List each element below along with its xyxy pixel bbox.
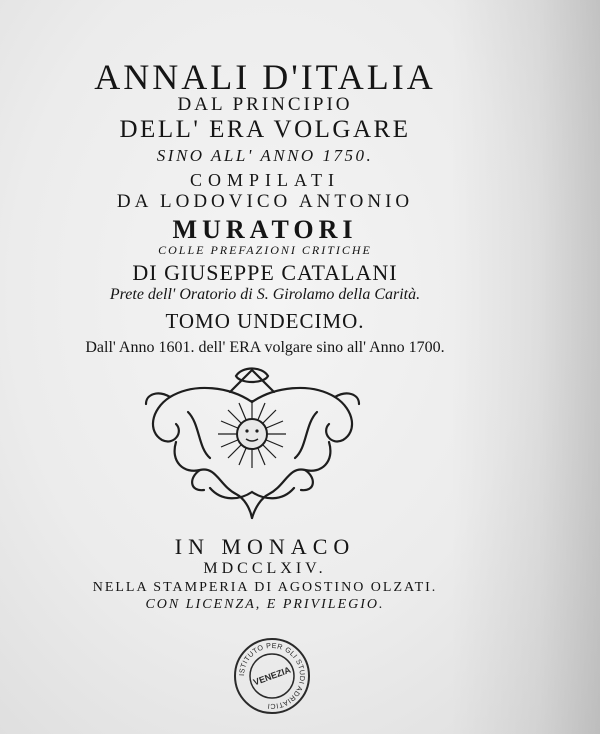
compiled-line: COMPILATI (189, 170, 340, 190)
license-line: CON LICENZA, E PRIVILEGIO. (145, 597, 385, 612)
author-name: MURATORI (172, 215, 358, 244)
prefaces-line: COLLE PREFAZIONI CRITICHE (158, 243, 372, 257)
printer-line: NELLA STAMPERIA DI AGOSTINO OLZATI. (92, 580, 438, 595)
sun-ornament-icon (140, 362, 365, 527)
editor-name: DI GIUSEPPE CATALANI (132, 260, 398, 285)
title-line: ANNALI D'ITALIA (94, 57, 436, 97)
volume-range-line: Dall' Anno 1601. dell' ERA volgare sino all' Anno 1700. (85, 339, 445, 356)
year-line: MDCCLXIV. (203, 560, 327, 577)
stamp-center-text: VENEZIA (251, 664, 293, 688)
volume-line: TOMO UNDECIMO. (165, 309, 365, 333)
date-range-line: SINO ALL' ANNO 1750. (156, 146, 374, 165)
subtitle-line: DELL' ERA VOLGARE (119, 116, 411, 143)
subtitle-line: DAL PRINCIPIO (177, 94, 353, 115)
stamp-ring-text: ISTITUTO PER GLI STUDI ADRIATICI (236, 640, 308, 712)
author-prefix-line: DA LODOVICO ANTONIO (116, 191, 414, 212)
library-stamp-icon (232, 636, 312, 716)
editor-affiliation: Prete dell' Oratorio di S. Girolamo della Carità. (109, 286, 421, 303)
place-line: IN MONACO (174, 534, 356, 559)
